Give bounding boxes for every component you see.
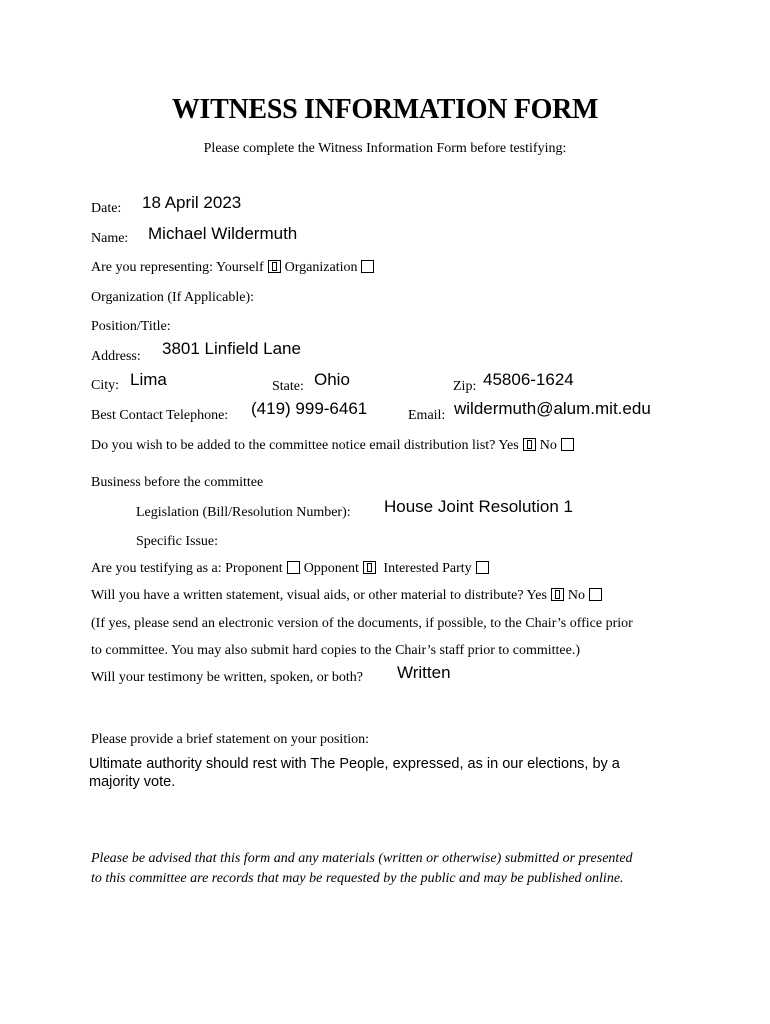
disclaimer [91,849,633,889]
state-field[interactable]: Ohio [314,370,350,389]
distribution-yes-checkbox[interactable] [523,438,536,451]
testifying-row [91,561,493,577]
address-label: Address: [91,349,141,364]
distribution-no-label: No [539,438,557,453]
statement-line2: majority vote. [89,774,176,790]
materials-yes-checkbox[interactable] [551,588,564,601]
page-title: WITNESS INFORMATION FORM [171,94,599,125]
legislation-label: Legislation (Bill/Resolution Number): [136,505,351,520]
city-field[interactable]: Lima [130,370,167,389]
materials-row [91,588,606,604]
representing-row [91,260,378,276]
statement-label: Please provide a brief statement on your position: [91,732,369,747]
opponent-checkbox[interactable] [363,561,376,574]
representing-label: Are you representing: Yourself [91,260,264,275]
yourself-checkbox[interactable] [268,260,281,273]
materials-note-line1: (If yes, please send an electronic version of the documents, if possible, to the Chair’s office prior [91,616,633,631]
date-label: Date: [91,201,122,216]
date-field[interactable]: 18 April 2023 [142,193,242,212]
distribution-row [91,438,578,454]
zip-label: Zip: [453,379,477,394]
materials-note-line2: to committee. You may also submit hard copies to the Chair’s staff prior to committee.) [91,643,581,658]
materials-label: Will you have a written statement, visual aids, or other material to distribute? Yes [91,588,547,603]
proponent-checkbox[interactable] [287,561,300,574]
distribution-label: Do you wish to be added to the committee notice email distribution list? Yes [91,438,519,453]
distribution-no-checkbox[interactable] [561,438,574,451]
phone-field[interactable]: (419) 999-6461 [251,399,368,418]
position-label: Position/Title: [91,319,171,334]
email-label: Email: [408,408,446,423]
name-label: Name: [91,231,129,246]
statement-field[interactable] [89,755,620,791]
organization-checkbox[interactable] [361,260,374,273]
testimony-label: Will your testimony be written, spoken, or both? [91,670,364,685]
email-field[interactable]: wildermuth@alum.mit.edu [454,399,651,418]
testifying-label: Are you testifying as a: Proponent [91,561,283,576]
interested-party-checkbox[interactable] [476,561,489,574]
materials-no-label: No [567,588,586,603]
page-subtitle: Please complete the Witness Information Form before testifying: [203,141,567,156]
disclaimer-line1: Please be advised that this form and any materials (written or otherwise) submitted or presented [91,851,633,866]
materials-no-checkbox[interactable] [589,588,602,601]
statement-line1: Ultimate authority should rest with The People, expressed, as in our elections, by a [89,756,620,772]
address-field[interactable]: 3801 Linfield Lane [162,339,301,358]
interested-party-label: Interested Party [383,561,472,576]
organization-label: Organization (If Applicable): [91,290,255,305]
city-label: City: [91,378,120,393]
zip-field[interactable]: 45806-1624 [483,370,574,389]
name-field[interactable]: Michael Wildermuth [148,224,298,243]
business-heading: Business before the committee [91,475,264,490]
state-label: State: [272,379,304,394]
specific-issue-label: Specific Issue: [136,534,219,549]
organization-option-label: Organization [284,260,358,275]
legislation-field[interactable]: House Joint Resolution 1 [384,497,574,516]
disclaimer-line2: to this committee are records that may be requested by the public and may be published online. [91,871,624,886]
testimony-field[interactable]: Written [397,663,451,682]
opponent-label: Opponent [303,561,359,576]
phone-label: Best Contact Telephone: [91,408,229,423]
